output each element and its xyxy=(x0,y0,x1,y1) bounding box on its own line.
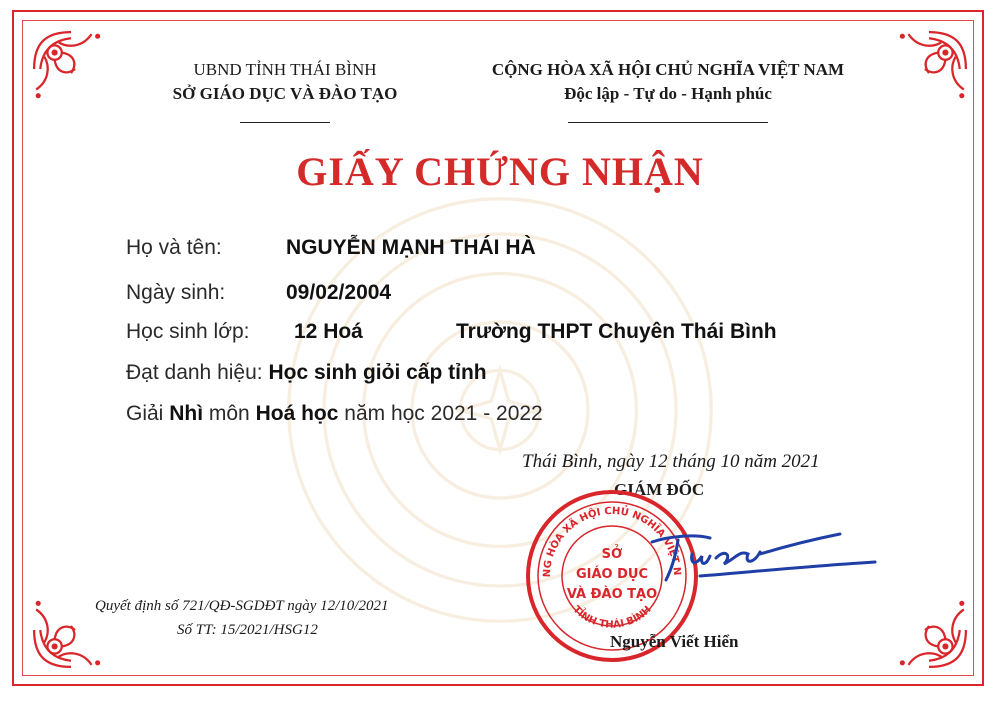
name-value: NGUYỄN MẠNH THÁI HÀ xyxy=(286,236,536,259)
corner-ornament-top-left xyxy=(30,28,112,110)
decision-number: Quyết định số 721/QĐ-SGDĐT ngày 12/10/2021 xyxy=(95,598,389,614)
national-header xyxy=(468,58,868,130)
seal-center-line1: SỞ xyxy=(601,547,623,562)
name-row xyxy=(126,236,536,260)
award-title-row xyxy=(126,361,487,385)
issuer-department: SỞ GIÁO DỤC VÀ ĐÀO TẠO xyxy=(172,84,398,103)
serial-number: Số TT: 15/2021/HSG12 xyxy=(177,622,318,638)
award-title-value: Học sinh giỏi cấp tỉnh xyxy=(268,361,487,384)
national-title: CỘNG HÒA XÃ HỘI CHỦ NGHĨA VIỆT NAM xyxy=(491,60,845,79)
class-value: 12 Hoá xyxy=(294,320,363,343)
corner-ornament-bottom-right xyxy=(888,589,970,671)
place-date: Thái Bình, ngày 12 tháng 10 năm 2021 xyxy=(522,451,820,472)
svg-text:TỈNH THÁI BÌNH xyxy=(570,604,653,631)
corner-ornament-top-right xyxy=(888,28,970,110)
dob-label: Ngày sinh: xyxy=(126,281,226,304)
seal-bottom-text: TỈNH THÁI BÌNH xyxy=(570,604,654,631)
name-label: Họ và tên: xyxy=(126,236,222,259)
issuer-header xyxy=(160,58,410,130)
dob-value: 09/02/2004 xyxy=(286,281,392,304)
prize-mid: môn xyxy=(208,402,250,425)
issuer-underline xyxy=(240,122,330,123)
class-row xyxy=(126,320,777,344)
certificate-title: GIẤY CHỨNG NHẬN xyxy=(296,149,704,194)
award-title-label: Đạt danh hiệu: xyxy=(126,361,263,384)
seal-center-line2: GIÁO DỤC xyxy=(575,567,649,582)
school-value: Trường THPT Chuyên Thái Bình xyxy=(456,320,777,343)
handwritten-signature xyxy=(640,520,880,590)
signer-title: GIÁM ĐỐC xyxy=(614,480,705,499)
seal-ring-text: NG HÒA XÃ HỘI CHỦ NGHĨA VIỆT N xyxy=(541,505,683,578)
prize-rank: Nhì xyxy=(169,402,204,425)
class-label: Học sinh lớp: xyxy=(126,320,250,343)
issuer-province: UBND TỈNH THÁI BÌNH xyxy=(193,60,377,79)
prize-subject: Hoá học xyxy=(255,402,339,425)
prize-prefix: Giải xyxy=(126,402,164,425)
motto-underline xyxy=(568,122,768,123)
prize-row xyxy=(126,402,543,426)
decision-reference xyxy=(95,594,388,642)
dob-row xyxy=(126,281,392,305)
signer-name: Nguyễn Viết Hiển xyxy=(610,632,739,651)
national-motto: Độc lập - Tự do - Hạnh phúc xyxy=(564,84,772,103)
seal-center-line3: VÀ ĐÀO TẠO xyxy=(566,587,658,602)
prize-year: năm học 2021 - 2022 xyxy=(344,402,543,425)
